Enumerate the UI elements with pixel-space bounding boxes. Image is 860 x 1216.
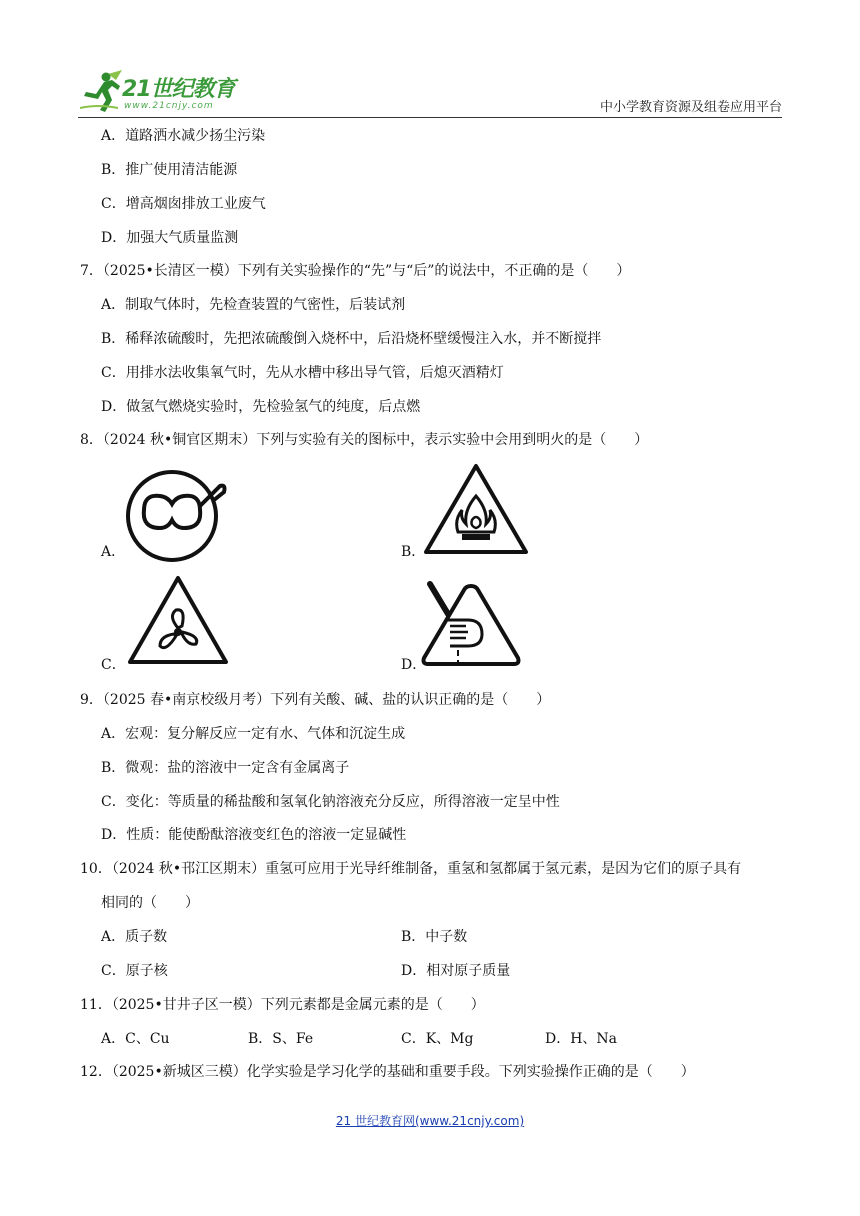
q8-label-b: B． — [401, 544, 426, 560]
q8-label-c: C． — [101, 657, 126, 673]
footer-link[interactable]: 21 世纪教育网(www.21cnjy.com) — [335, 1114, 525, 1128]
q7-stem: 7．（2025•长清区一模）下列有关实验操作的“先”与“后”的说法中，不正确的是（ ） — [80, 263, 631, 279]
q11-option-b: B．S、Fe — [248, 1031, 314, 1047]
q9-stem: 9．（2025 春•南京校级月考）下列有关酸、碱、盐的认识正确的是（ ） — [80, 692, 551, 708]
hand-wash-icon — [420, 580, 522, 668]
q7-option-c: C．用排水法收集氧气时，先从水槽中移出导气管，后熄灭酒精灯 — [101, 365, 504, 381]
q7-option-b: B．稀释浓硫酸时，先把浓硫酸倒入烧杯中，后沿烧杯壁缓慢注入水，并不断搅拌 — [101, 331, 602, 347]
header-divider — [78, 117, 782, 118]
q9-option-d: D．性质：能使酚酞溶液变红色的溶液一定显碱性 — [101, 827, 407, 843]
q9-option-c: C．变化：等质量的稀盐酸和氢氧化钠溶液充分反应，所得溶液一定呈中性 — [101, 794, 560, 810]
q8-label-d: D． — [401, 657, 427, 673]
q6-option-b: B．推广使用清洁能源 — [101, 162, 238, 178]
q6-option-c: C．增高烟囱排放工业废气 — [101, 196, 266, 212]
q10-stem: 10．（2024 秋•邗江区期末）重氢可应用于光导纤维制备，重氢和氢都属于氢元素，是因为它们的原子具有 — [80, 861, 742, 877]
q6-option-d: D．加强大气质量监测 — [101, 230, 239, 246]
logo-subtext: www.21cnjy.com — [124, 101, 214, 111]
q8-stem: 8．（2024 秋•铜官区期末）下列与实验有关的图标中，表示实验中会用到明火的是（ ） — [80, 432, 649, 448]
ventilation-fan-icon — [124, 572, 232, 668]
q12-stem: 12．（2025•新城区三模）化学实验是学习化学的基础和重要手段。下列实验操作正确的是（ ） — [80, 1064, 695, 1080]
q8-label-a: A． — [101, 544, 126, 560]
q10-option-b: B．中子数 — [401, 929, 468, 945]
q11-option-a: A．C、Cu — [101, 1031, 170, 1047]
site-logo[interactable] — [78, 68, 268, 116]
q10-option-c: C．原子核 — [101, 963, 168, 979]
q11-option-c: C．K、Mg — [401, 1031, 474, 1047]
q9-option-a: A．宏观：复分解反应一定有水、气体和沉淀生成 — [101, 726, 406, 742]
q10-option-d: D．相对原子质量 — [401, 963, 511, 979]
q11-option-d: D．H、Na — [545, 1031, 618, 1047]
platform-title: 中小学教育资源及组卷应用平台 — [599, 100, 782, 115]
q9-option-b: B．微观：盐的溶液中一定含有金属离子 — [101, 760, 350, 776]
q7-option-a: A．制取气体时，先检查装置的气密性，后装试剂 — [101, 297, 406, 313]
page-header — [78, 62, 782, 118]
runner-logo-icon — [78, 68, 122, 114]
q7-option-d: D．做氢气燃烧实验时，先检验氢气的纯度，后点燃 — [101, 399, 421, 415]
goggles-icon — [122, 464, 228, 566]
q10-stem-cont: 相同的（ ） — [101, 895, 199, 911]
logo-text: 21世纪教育 — [122, 77, 235, 102]
open-flame-icon — [422, 462, 530, 556]
q11-stem: 11．（2025•甘井子区一模）下列元素都是金属元素的是（ ） — [80, 997, 485, 1013]
q6-option-a: A．道路洒水减少扬尘污染 — [101, 128, 266, 144]
q10-option-a: A．质子数 — [101, 929, 168, 945]
